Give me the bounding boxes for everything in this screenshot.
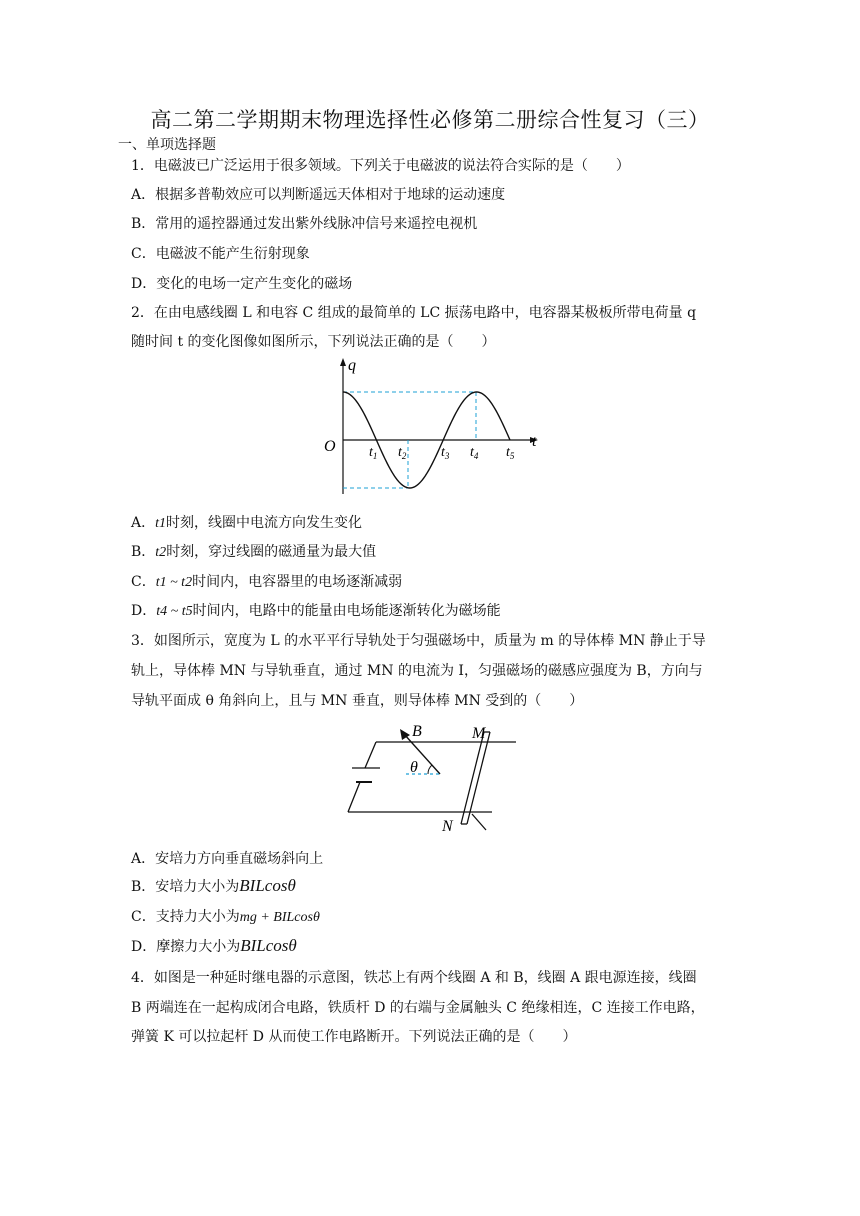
- q3-option-c-expression: mg + BILcosθ: [239, 910, 320, 925]
- q3-option-d-expression: BILcosθ: [240, 936, 297, 955]
- b-label: B: [412, 723, 422, 740]
- m-label: M: [472, 725, 486, 742]
- q2-option-c: [131, 571, 402, 591]
- q1-stem: 1．电磁波已广泛运用于很多领域。下列关于电磁波的说法符合实际的是（ ）: [131, 158, 630, 174]
- left-wire-lower: [348, 782, 360, 812]
- q2-option-b-prefix: B．: [131, 544, 156, 560]
- theta-arc: [428, 765, 432, 774]
- q2-option-c-symbol: t1 ~ t2: [155, 575, 193, 590]
- q2-option-c-prefix: C．: [131, 574, 156, 590]
- q1-option-d: D．变化的电场一定产生变化的磁场: [131, 276, 353, 292]
- theta-label: θ: [410, 759, 418, 776]
- origin-label: O: [324, 438, 336, 455]
- q3-option-c: [131, 906, 320, 926]
- q1-option-a: A．根据多普勒效应可以判断遥远天体相对于地球的运动速度: [131, 187, 506, 203]
- q2-option-a: [131, 512, 362, 532]
- n-label: N: [442, 818, 453, 835]
- q3-stem-line2: 轨上，导体棒 MN 与导轨垂直，通过 MN 的电流为 I，匀强磁场的磁感应强度为 B，方向与: [131, 663, 703, 679]
- q4-stem-line3: 弹簧 K 可以拉起杆 D 从而使工作电路断开。下列说法正确的是（ ）: [131, 1029, 577, 1045]
- q3-option-c-prefix: C．支持力大小为: [131, 909, 240, 925]
- q3-option-b-prefix: B．安培力大小为: [131, 879, 240, 895]
- q2-option-b-text: 时刻，穿过线圈的磁通量为最大值: [166, 544, 377, 560]
- y-axis-arrow: [340, 358, 346, 366]
- left-wire-upper: [365, 742, 376, 768]
- y-axis-label: q: [348, 357, 356, 374]
- page-title: 高二第二学期期末物理选择性必修第二册综合性复习（三）: [150, 108, 710, 132]
- q2-option-a-prefix: A．: [131, 515, 156, 531]
- tick-label-t4: $t_4$: [470, 445, 479, 461]
- tick-label-t1: $t_1$: [369, 445, 378, 461]
- q2-option-b-symbol: t2: [155, 545, 167, 560]
- rail-diagram: [340, 718, 520, 838]
- q4-stem-line1: 4．如图是一种延时继电器的示意图，铁芯上有两个线圈 A 和 B，线圈 A 跟电源连接，线圈: [131, 970, 697, 986]
- q2-option-d-text: 时间内，电路中的能量由电场能逐渐转化为磁场能: [192, 603, 501, 619]
- q3-option-b-expression: BILcosθ: [239, 876, 296, 895]
- q3-option-a: A．安培力方向垂直磁场斜向上: [131, 851, 324, 867]
- section-heading: 一、单项选择题: [118, 137, 216, 153]
- q2-option-b: [131, 541, 376, 561]
- q2-option-d-prefix: D．: [131, 603, 157, 619]
- tick-label-t3: $t_3$: [441, 445, 450, 461]
- x-axis-label: t: [532, 433, 537, 450]
- q3-option-d-prefix: D．摩擦力大小为: [131, 939, 241, 955]
- q1-option-b: B．常用的遥控器通过发出紫外线脉冲信号来遥控电视机: [131, 216, 478, 232]
- q1-option-c: C．电磁波不能产生衍射现象: [131, 246, 310, 262]
- q-t-graph: [318, 356, 548, 502]
- rod-tail-line: [472, 814, 486, 830]
- q3-option-d: [131, 936, 297, 956]
- rod-edge-right: [467, 732, 490, 824]
- q2-stem-line2: 随时间 t 的变化图像如图所示，下列说法正确的是（ ）: [131, 334, 496, 350]
- q3-option-b: [131, 876, 296, 896]
- q3-stem-line3: 导轨平面成 θ 角斜向上，且与 MN 垂直，则导体棒 MN 受到的（ ）: [131, 693, 584, 709]
- tick-label-t2: $t_2$: [398, 445, 407, 461]
- q2-option-c-text: 时间内，电容器里的电场逐渐减弱: [192, 574, 403, 590]
- q2-option-a-symbol: t1: [155, 516, 167, 531]
- q2-option-d: [131, 600, 501, 620]
- q2-option-a-text: 时刻，线圈中电流方向发生变化: [166, 515, 363, 531]
- q2-option-d-symbol: t4 ~ t5: [156, 604, 193, 619]
- tick-label-t5: $t_5$: [506, 445, 515, 461]
- rod-edge-left: [461, 732, 484, 824]
- q2-stem-line1: 2．在由电感线圈 L 和电容 C 组成的最简单的 LC 振荡电路中，电容器某极板所带电荷量 q: [131, 305, 697, 321]
- q4-stem-line2: B 两端连在一起构成闭合电路，铁质杆 D 的右端与金属触头 C 绝缘相连，C 连接工作电路，: [131, 1000, 705, 1016]
- q3-stem-line1: 3．如图所示，宽度为 L 的水平平行导轨处于匀强磁场中，质量为 m 的导体棒 MN 静止于导: [131, 633, 706, 649]
